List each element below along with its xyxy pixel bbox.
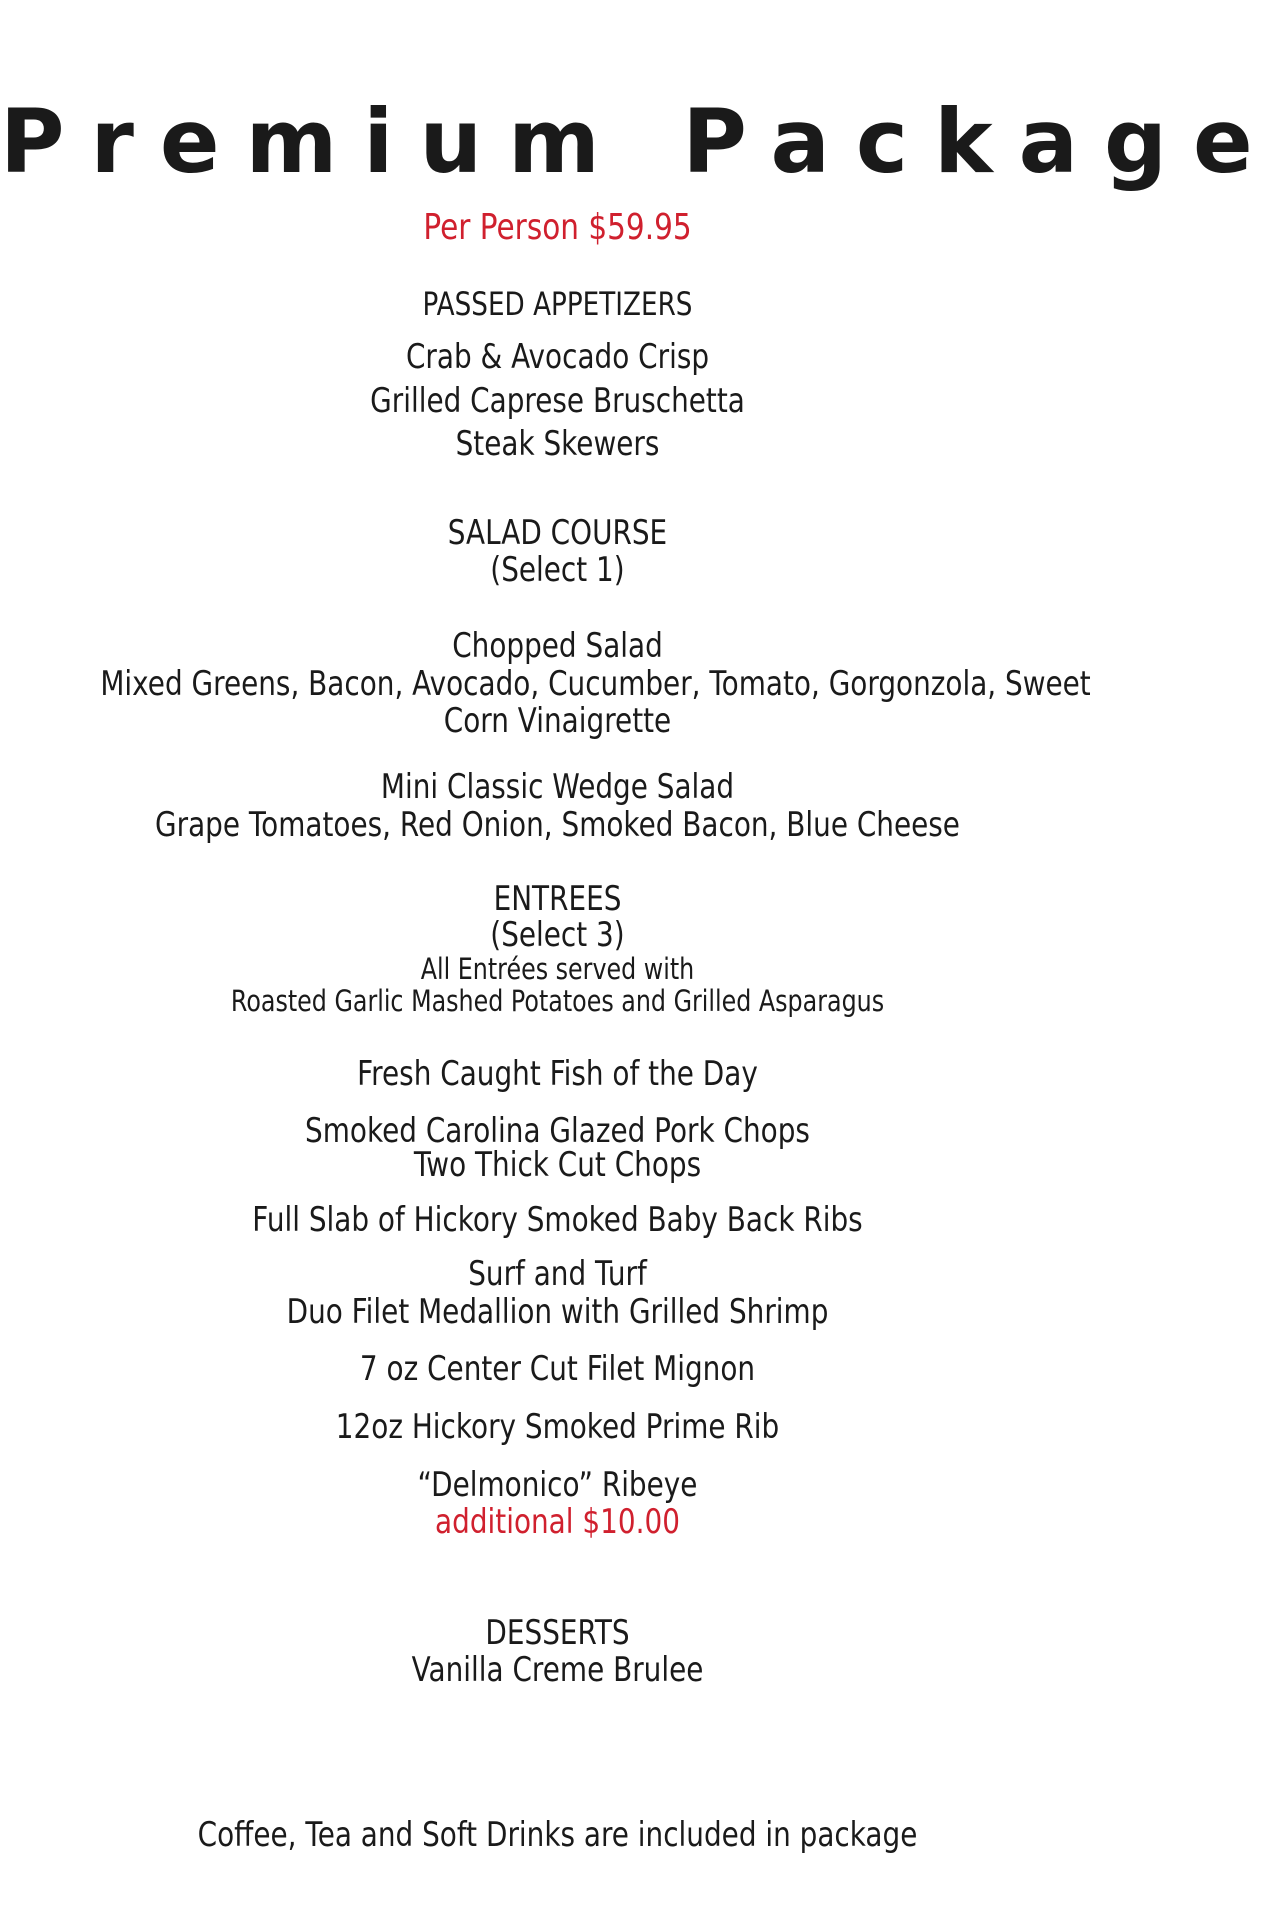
entree-item-name: 7 oz Center Cut Filet Mignon [359,1349,756,1389]
entree-upcharge: additional $10.00 [435,1502,680,1542]
salad-item-description: Mixed Greens, Bacon, Avocado, Cucumber, Tomato, Gorgonzola, Sweet [100,664,1091,704]
salad-item-description: Corn Vinaigrette [443,701,672,741]
desserts-heading: DESSERTS [485,1613,630,1653]
entree-item-name: “Delmonico” Ribeye [417,1465,698,1505]
salad-select-note: (Select 1) [490,550,625,590]
entree-item-name: Surf and Turf [468,1254,647,1294]
entree-item-name: Smoked Carolina Glazed Pork Chops [305,1111,810,1151]
entrees-sides-note: Roasted Garlic Mashed Potatoes and Grilled Asparagus [230,984,885,1018]
entrees-heading: ENTREES [493,879,622,919]
appetizer-item: Grilled Caprese Bruschetta [370,381,745,421]
price: Per Person $59.95 [423,207,692,248]
salad-item-description: Grape Tomatoes, Red Onion, Smoked Bacon, Blue Cheese [155,805,960,845]
entree-item-name: Fresh Caught Fish of the Day [357,1054,758,1094]
dessert-item: Vanilla Creme Brulee [411,1650,704,1690]
entrees-select-note: (Select 3) [490,915,625,955]
entree-item-description: Two Thick Cut Chops [413,1145,702,1185]
salad-item-name: Chopped Salad [452,626,663,666]
entree-item-description: Duo Filet Medallion with Grilled Shrimp [286,1292,829,1332]
appetizers-heading: PASSED APPETIZERS [422,285,693,323]
entree-item-name: Full Slab of Hickory Smoked Baby Back Ribs [252,1200,863,1240]
appetizer-item: Crab & Avocado Crisp [405,337,710,377]
salad-heading: SALAD COURSE [447,513,668,553]
footer-note: Coffee, Tea and Soft Drinks are included in package [197,1815,918,1855]
salad-item-name: Mini Classic Wedge Salad [380,767,735,807]
page-title: Premium Package [0,90,1279,193]
entrees-served-with-note: All Entrées served with [420,952,695,986]
appetizer-item: Steak Skewers [455,424,660,464]
entree-item-name: 12oz Hickory Smoked Prime Rib [335,1407,780,1447]
